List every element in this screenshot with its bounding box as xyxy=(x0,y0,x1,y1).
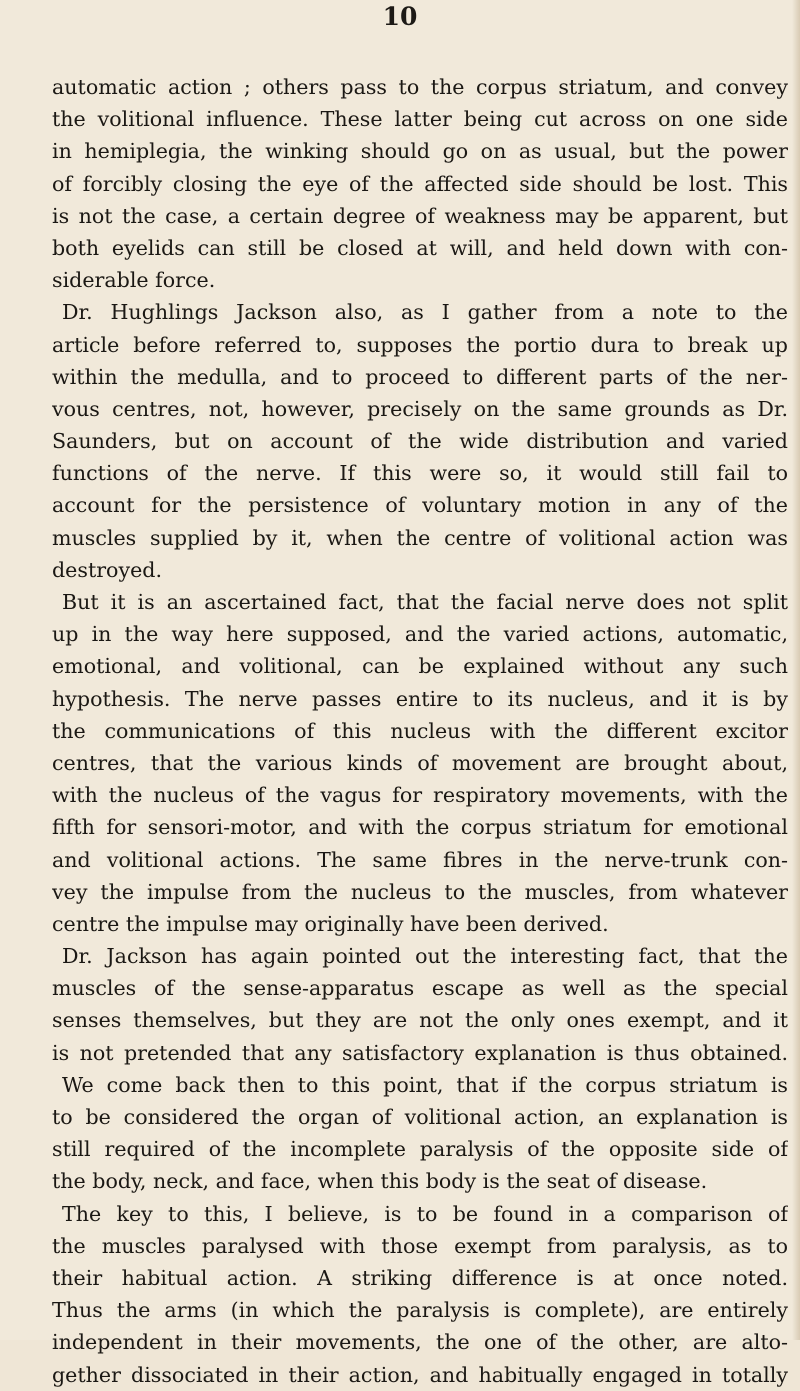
text-line: independent in their movements, the one of the other, are alto- xyxy=(52,1330,788,1355)
text-line: functions of the nerve. If this were so, it would still fail to xyxy=(52,461,788,486)
text-line: their habitual action. A striking difference is at once noted. xyxy=(52,1265,788,1290)
text-line: the communications of this nucleus with the different excitor xyxy=(52,718,788,743)
text-line: But it is an ascertained fact, that the facial nerve does not split xyxy=(62,590,788,614)
text-line: vey the impulse from the nucleus to the muscles, from whatever xyxy=(52,879,788,904)
text-line: the volitional influence. These latter being cut across on one side xyxy=(52,107,788,132)
text-line: and volitional actions. The same fibres in the nerve-trunk con- xyxy=(52,847,788,872)
text-line: destroyed. xyxy=(52,557,163,582)
text-line: Dr. Hughlings Jackson also, as I gather from a note to the xyxy=(62,300,788,325)
text-line: with the nucleus of the vagus for respiratory movements, with the xyxy=(52,783,788,808)
text-line: in hemiplegia, the winking should go on as usual, but the power xyxy=(52,139,788,164)
text-line: senses themselves, but they are not the only ones exempt, and it xyxy=(52,1008,788,1033)
text-line: still required of the incomplete paralysis of the opposite side of xyxy=(52,1137,788,1162)
text-line: within the medulla, and to proceed to different parts of the ner- xyxy=(52,364,788,389)
body-text xyxy=(52,71,788,1391)
page-edge-shadow xyxy=(792,0,800,1340)
text-line: both eyelids can still be closed at will, and held down with con- xyxy=(52,235,788,260)
text-line: Dr. Jackson has again pointed out the interesting fact, that the xyxy=(62,944,788,969)
text-line: automatic action ; others pass to the corpus striatum, and convey xyxy=(52,75,788,99)
text-line: account for the persistence of voluntary motion in any of the xyxy=(52,493,788,518)
text-line: Saunders, but on account of the wide distribution and varied xyxy=(52,429,788,454)
text-line: emotional, and volitional, can be explained without any such xyxy=(52,654,788,679)
text-line: is not the case, a certain degree of weakness may be apparent, but xyxy=(52,203,788,228)
text-line: The key to this, I believe, is to be found in a comparison of xyxy=(62,1201,788,1226)
text-line: fifth for sensori-motor, and with the corpus striatum for emotional xyxy=(52,815,788,840)
text-line: Thus the arms (in which the paralysis is complete), are entirely xyxy=(52,1298,788,1323)
text-line: of forcibly closing the eye of the affected side should be lost. This xyxy=(52,171,788,196)
text-line: muscles of the sense-apparatus escape as well as the special xyxy=(52,976,788,1001)
text-line: muscles supplied by it, when the centre of volitional action was xyxy=(52,525,788,550)
text-line: the muscles paralysed with those exempt from paralysis, as to xyxy=(52,1233,788,1258)
text-line: up in the way here supposed, and the varied actions, automatic, xyxy=(52,622,788,647)
text-line: the body, neck, and face, when this body is the seat of disease. xyxy=(52,1169,708,1194)
text-line: gether dissociated in their action, and habitually engaged in totally xyxy=(52,1362,788,1387)
text-line: hypothesis. The nerve passes entire to its nucleus, and it is by xyxy=(52,686,788,711)
text-line: siderable force. xyxy=(52,268,216,293)
text-line: We come back then to this point, that if the corpus striatum is xyxy=(62,1072,788,1097)
page-number: 10 xyxy=(382,2,418,31)
text-line: article before referred to, supposes the portio dura to break up xyxy=(52,332,788,357)
text-line: vous centres, not, however, precisely on the same grounds as Dr. xyxy=(52,396,788,421)
text-line: to be considered the organ of volitional action, an explanation is xyxy=(52,1105,788,1129)
text-line: is not pretended that any satisfactory explanation is thus obtained. xyxy=(52,1040,788,1065)
text-line: centre the impulse may originally have been derived. xyxy=(52,911,609,936)
text-line: centres, that the various kinds of movement are brought about, xyxy=(52,750,788,775)
